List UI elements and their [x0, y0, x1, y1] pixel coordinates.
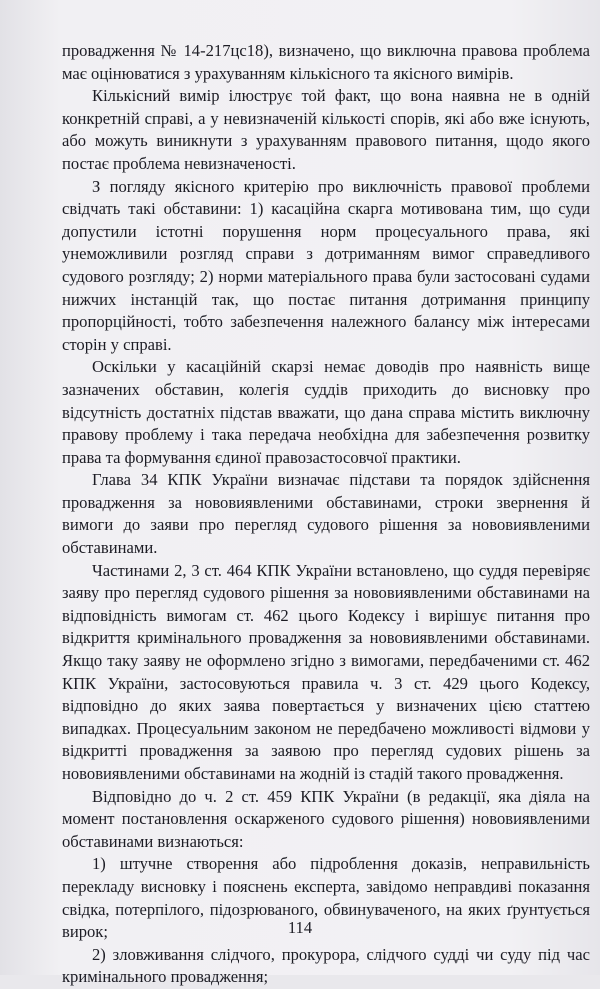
paragraph-6: Частинами 2, 3 ст. 464 КПК України встановлено, що суддя перевіряє заяву про перегляд судового рішення за нововиявленими обставинами на відповідність вимогам ст. 462 цього Кодексу і вирішує питання про відкриття кримінального провадження за нововиявленими обставинами. Якщо таку заяву не оформлено згідно з вимогами, передбаченими ст. 462 КПК України, застосовуються правила ч. 3 ст. 429 цього Кодексу, відповідно до яких заява повертається у визначених цією статтею випадках. Процесуальним законом не передбачено можливості відмови у відкритті провадження за заявою про перегляд судових рішень за нововиявленими обставинами на жодній із стадій такого провадження.: [62, 560, 590, 783]
body-text: [62, 40, 590, 989]
paragraph-9: 2) зловживання слідчого, прокурора, слідчого судді чи суду під час кримінального провадження;: [62, 944, 590, 987]
paragraph-5: Глава 34 КПК України визначає підстави та порядок здійснення провадження за нововиявленими обставинами, строки звернення й вимоги до заяви про перегляд судового рішення за нововиявленими обставинами.: [62, 470, 590, 558]
paragraph-3: З погляду якісного критерію про виключність правової проблеми свідчать такі обставини: 1) касаційна скарга мотивована тим, що суди допустили істотні порушення норм процесуального права, які унеможливили розгляд справи з дотриманням вимог справедливого судового розгляду; 2) норми матеріального права були застосовані судами нижчих інстанцій так, що постає питання дотримання принципу пропорційності, тобто забезпечення належного балансу між інтересами сторін у справі.: [62, 176, 590, 354]
paragraph-1: провадження № 14-217цс18), визначено, що виключна правова проблема має оцінюватися з урахуванням кількісного та якісного вимірів.: [62, 41, 590, 83]
paragraph-4: Оскільки у касаційній скарзі немає доводів про наявність вище зазначених обставин, колегія суддів приходить до висновку про відсутність достатніх підстав вважати, що дана справа містить виключну правову проблему і така передача необхідна для забезпечення розвитку права та формування єдиної правозастосовчої практики.: [62, 357, 590, 467]
page-number: 114: [287, 918, 313, 937]
paragraph-8: 1) штучне створення або підроблення доказів, неправильність перекладу висновку і пояснень експерта, завідомо неправдиві показання свідка, потерпілого, підозрюваного, обвинуваченого, на яких ґрунтується вирок;: [62, 854, 590, 942]
paragraph-2: Кількісний вимір ілюструє той факт, що вона наявна не в одній конкретній справі, а у невизначеній кількості спорів, які або вже існують, або можуть виникнути з урахуванням правового питання, щодо якого постає проблема невизначеності.: [62, 86, 590, 173]
paragraph-7: Відповідно до ч. 2 ст. 459 КПК України (в редакції, яка діяла на момент постановлення оскарженого судового рішення) нововиявленими обставинами визнаються:: [62, 786, 590, 851]
